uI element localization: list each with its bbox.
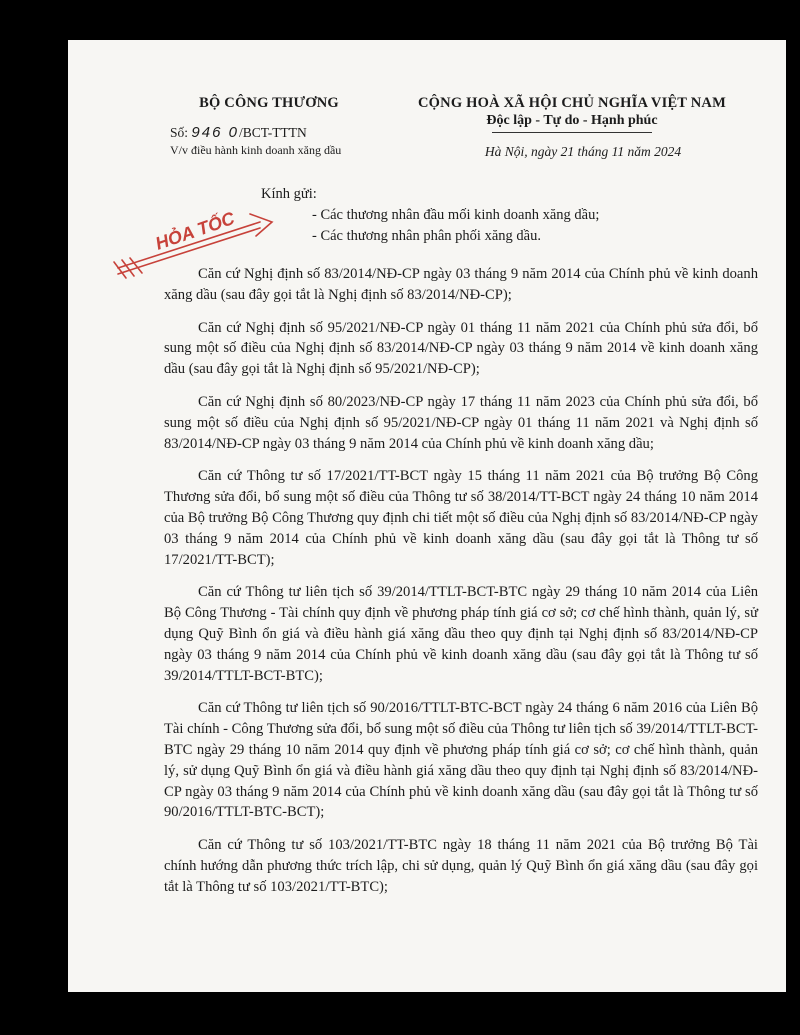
document-body bbox=[164, 264, 758, 910]
stamp-text: HỎA TỐC bbox=[152, 208, 238, 254]
recipient-item: - Các thương nhân đầu mối kinh doanh xăng dầu; bbox=[312, 207, 600, 223]
recipients-block bbox=[261, 184, 600, 247]
motto-underline bbox=[492, 132, 652, 133]
document-page bbox=[68, 40, 786, 992]
doc-number-handwritten: 946 0 bbox=[191, 124, 239, 141]
legal-basis-paragraph: Căn cứ Nghị định số 95/2021/NĐ-CP ngày 01 tháng 11 năm 2021 của Chính phủ sửa đổi, bổ sung một số điều của Nghị định số 83/2014/NĐ-CP ngày 03 tháng 9 năm 2014 về kinh doanh xăng dầu (sau đây gọi tắt là Nghị định số 95/2021/NĐ-CP); bbox=[164, 319, 758, 378]
header-right bbox=[378, 95, 766, 160]
doc-number-prefix: Số: bbox=[170, 125, 189, 140]
legal-basis-paragraph: Căn cứ Nghị định số 80/2023/NĐ-CP ngày 17 tháng 11 năm 2023 của Chính phủ sửa đổi, bổ sung một số điều của Nghị định số 95/2021/NĐ-CP ngày 01 tháng 11 năm 2021 và Nghị định số 83/2014/NĐ-CP ngày 03 tháng 9 năm 2014 của Chính phủ về kinh doanh xăng dầu; bbox=[164, 393, 758, 452]
recipient-item: - Các thương nhân phân phối xăng dầu. bbox=[312, 228, 541, 244]
document-number bbox=[164, 124, 374, 141]
document-date: Hà Nội, ngày 21 tháng 11 năm 2024 bbox=[484, 144, 682, 159]
document-subject: V/v điều hành kinh doanh xăng dầu bbox=[170, 143, 342, 157]
republic-name: CỘNG HOÀ XÃ HỘI CHỦ NGHĨA VIỆT NAM bbox=[418, 95, 726, 111]
doc-number-suffix: /BCT-TTTN bbox=[238, 125, 307, 140]
legal-basis-paragraph: Căn cứ Thông tư liên tịch số 90/2016/TTLT-BTC-BCT ngày 24 tháng 6 năm 2016 của Liên Bộ Tài chính - Công Thương sửa đổi, bổ sung một số điều của Thông tư liên tịch số 39/2014/TTLT-BCT-BTC ngày 29 tháng 10 năm 2014 quy định về phương pháp tính giá cơ sở; cơ chế hình thành, quản lý, sử dụng Quỹ Bình ổn giá và điều hành giá xăng dầu theo quy định tại Nghị định số 83/2014/NĐ-CP ngày 03 tháng 9 năm 2014 của Chính phủ về kinh doanh xăng dầu (sau đây gọi tắt là Thông tư số 90/2016/TTLT-BTC-BCT); bbox=[164, 700, 758, 821]
legal-basis-paragraph: Căn cứ Thông tư số 103/2021/TT-BTC ngày 18 tháng 11 năm 2021 của Bộ trưởng Bộ Tài chính hướng dẫn phương thức trích lập, chi sử dụng, quản lý Quỹ Bình ổn giá xăng dầu (sau đây gọi tắt là Thông tư số 103/2021/TT-BTC); bbox=[164, 837, 758, 895]
recipient-list bbox=[312, 205, 599, 247]
ministry-name: BỘ CÔNG THƯƠNG bbox=[199, 95, 339, 111]
legal-basis-paragraph: Căn cứ Thông tư liên tịch số 39/2014/TTLT-BCT-BTC ngày 29 tháng 10 năm 2014 của Liên Bộ Công Thương - Tài chính quy định về phương pháp tính giá cơ sở; cơ chế hình thành, quản lý, sử dụng Quỹ Bình ổn giá và điều hành giá xăng dầu theo quy định tại Nghị định số 83/2014/NĐ-CP ngày 03 tháng 9 năm 2014 của Chính phủ về kinh doanh xăng dầu (sau đây gọi tắt là Thông tư số 39/2014/TTLT-BCT-BTC); bbox=[164, 584, 758, 684]
salutation: Kính gửi: bbox=[261, 186, 317, 202]
legal-basis-paragraph: Căn cứ Nghị định số 83/2014/NĐ-CP ngày 03 tháng 9 năm 2014 của Chính phủ về kinh doanh xăng dầu (sau đây gọi tắt là Nghị định số 83/2014/NĐ-CP); bbox=[164, 266, 758, 303]
national-motto: Độc lập - Tự do - Hạnh phúc bbox=[486, 113, 658, 128]
header-left bbox=[164, 95, 374, 158]
legal-basis-paragraph: Căn cứ Thông tư số 17/2021/TT-BCT ngày 15 tháng 11 năm 2021 của Bộ trưởng Bộ Công Thương sửa đổi, bổ sung một số điều của Thông tư số 38/2014/TT-BCT ngày 24 tháng 10 năm 2014 của Bộ trưởng Bộ Công Thương quy định chi tiết một số điều của Nghị định số 83/2014/NĐ-CP ngày 03 tháng 9 năm 2014 của Chính phủ về kinh doanh xăng dầu (sau đây gọi tắt là Thông tư số 17/2021/TT-BCT); bbox=[164, 468, 758, 568]
